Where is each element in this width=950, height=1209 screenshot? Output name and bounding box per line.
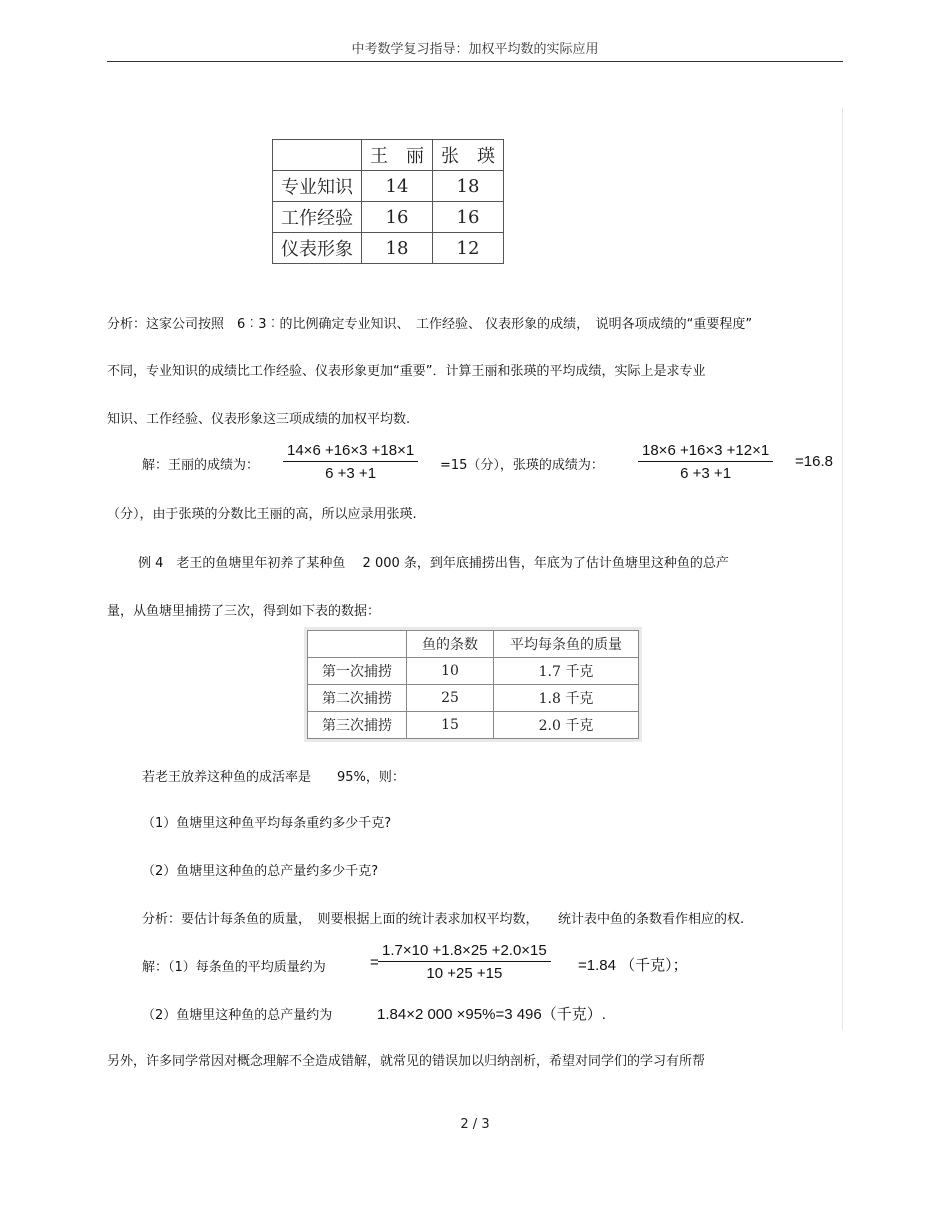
page-header-title: 中考数学复习指导：加权平均数的实际应用 xyxy=(351,42,599,57)
table-cell: 仪表形象 xyxy=(273,233,362,264)
solution1-result-zhang: =16.8 xyxy=(795,453,833,470)
table-cell: 第一次捕捞 xyxy=(308,658,407,685)
table-header-cell xyxy=(273,140,362,171)
table-header-cell: 平均每条鱼的质量 xyxy=(494,631,639,658)
table-cell: 16 xyxy=(362,202,433,233)
table-cell: 第二次捕捞 xyxy=(308,685,407,712)
table-cell: 1.7 千克 xyxy=(494,658,639,685)
fraction-numerator: 18×6 +16×3 +12×1 xyxy=(642,442,770,459)
table-row xyxy=(273,202,504,233)
analysis1-line1: 分析：这家公司按照 6︰3︰的比例确定专业知识、 工作经验、 仪表形象的成绩， 说明各项成绩的“重要程度” xyxy=(107,317,753,332)
table-cell: 12 xyxy=(433,233,504,264)
result-text: =15（分），张瑛的成绩为： xyxy=(440,458,604,473)
table-row xyxy=(308,712,639,739)
solution1-conclusion: （分），由于张瑛的分数比王丽的高，所以应录用张瑛. xyxy=(107,507,417,522)
table-row xyxy=(273,171,504,202)
table-header-row xyxy=(308,631,639,658)
fraction-denominator: 6 +3 +1 xyxy=(325,465,377,482)
fraction-denominator: 10 +25 +15 xyxy=(426,965,503,982)
fraction-fish xyxy=(378,942,551,982)
closing-text: 另外，许多同学常因对概念理解不全造成错解，就常见的错误加以归纳剖析，希望对同学们的学习有所帮 xyxy=(107,1054,706,1069)
question-2: （2）鱼塘里这种鱼的总产量约多少千克? xyxy=(142,864,379,879)
table-cell: 1.8 千克 xyxy=(494,685,639,712)
solution2-result2: 1.84×2 000 ×95%=3 496（千克）. xyxy=(377,1006,606,1023)
solution2-label2: （2）鱼塘里这种鱼的总产量约为 xyxy=(142,1008,333,1023)
fraction-wang xyxy=(283,442,418,482)
table-cell: 16 xyxy=(433,202,504,233)
table-row xyxy=(273,233,504,264)
table-header-cell xyxy=(308,631,407,658)
table-header-cell: 张 瑛 xyxy=(433,140,504,171)
table-cell: 15 xyxy=(407,712,494,739)
table-row xyxy=(308,685,639,712)
fraction-numerator: 1.7×10 +1.8×25 +2.0×15 xyxy=(382,942,547,959)
solution2-result1: =1.84 （千克）； xyxy=(578,957,688,974)
margin-line xyxy=(842,108,843,1030)
table-cell: 专业知识 xyxy=(273,171,362,202)
table-cell: 工作经验 xyxy=(273,202,362,233)
table-cell: 18 xyxy=(433,171,504,202)
header-divider xyxy=(107,61,843,62)
fishing-table xyxy=(307,630,639,739)
table-header-cell: 王 丽 xyxy=(362,140,433,171)
example4-line2: 量，从鱼塘里捕捞了三次，得到如下表的数据： xyxy=(107,604,381,619)
solution1-result-wang xyxy=(440,454,604,473)
analysis2-text: 分析：要估计每条鱼的质量， 则要根据上面的统计表求加权平均数， 统计表中鱼的条数看作相应的权. xyxy=(142,912,745,927)
fraction-numerator: 14×6 +16×3 +18×1 xyxy=(287,442,415,459)
score-table xyxy=(272,139,504,264)
table-cell: 14 xyxy=(362,171,433,202)
question-1: （1）鱼塘里这种鱼平均每条重约多少千克? xyxy=(142,816,392,831)
table-header-row xyxy=(273,140,504,171)
table-cell: 25 xyxy=(407,685,494,712)
table-cell: 10 xyxy=(407,658,494,685)
solution2-equals: = xyxy=(370,954,379,971)
table-cell: 18 xyxy=(362,233,433,264)
analysis1-line3: 知识、工作经验、仪表形象这三项成绩的加权平均数. xyxy=(107,412,411,427)
solution2-label1: 解：（1）每条鱼的平均质量约为 xyxy=(142,960,326,975)
table-cell: 2.0 千克 xyxy=(494,712,639,739)
table-row xyxy=(308,658,639,685)
fraction-denominator: 6 +3 +1 xyxy=(680,465,732,482)
page-number: 2 / 3 xyxy=(460,1117,490,1132)
table-header-cell: 鱼的条数 xyxy=(407,631,494,658)
table-cell: 第三次捕捞 xyxy=(308,712,407,739)
fraction-zhang xyxy=(638,442,773,482)
question-survival: 若老王放养这种鱼的成活率是 95%，则： xyxy=(142,770,405,785)
example4-line1: 例 4 老王的鱼塘里年初养了某种鱼 2 000 条，到年底捕捞出售，年底为了估计鱼塘里这种鱼的总产 xyxy=(138,556,729,571)
solution1-label: 解：王丽的成绩为： xyxy=(142,458,260,473)
analysis1-line2: 不同，专业知识的成绩比工作经验、仪表形象更加“重要”．计算王丽和张瑛的平均成绩，实际上是求专业 xyxy=(107,364,706,379)
